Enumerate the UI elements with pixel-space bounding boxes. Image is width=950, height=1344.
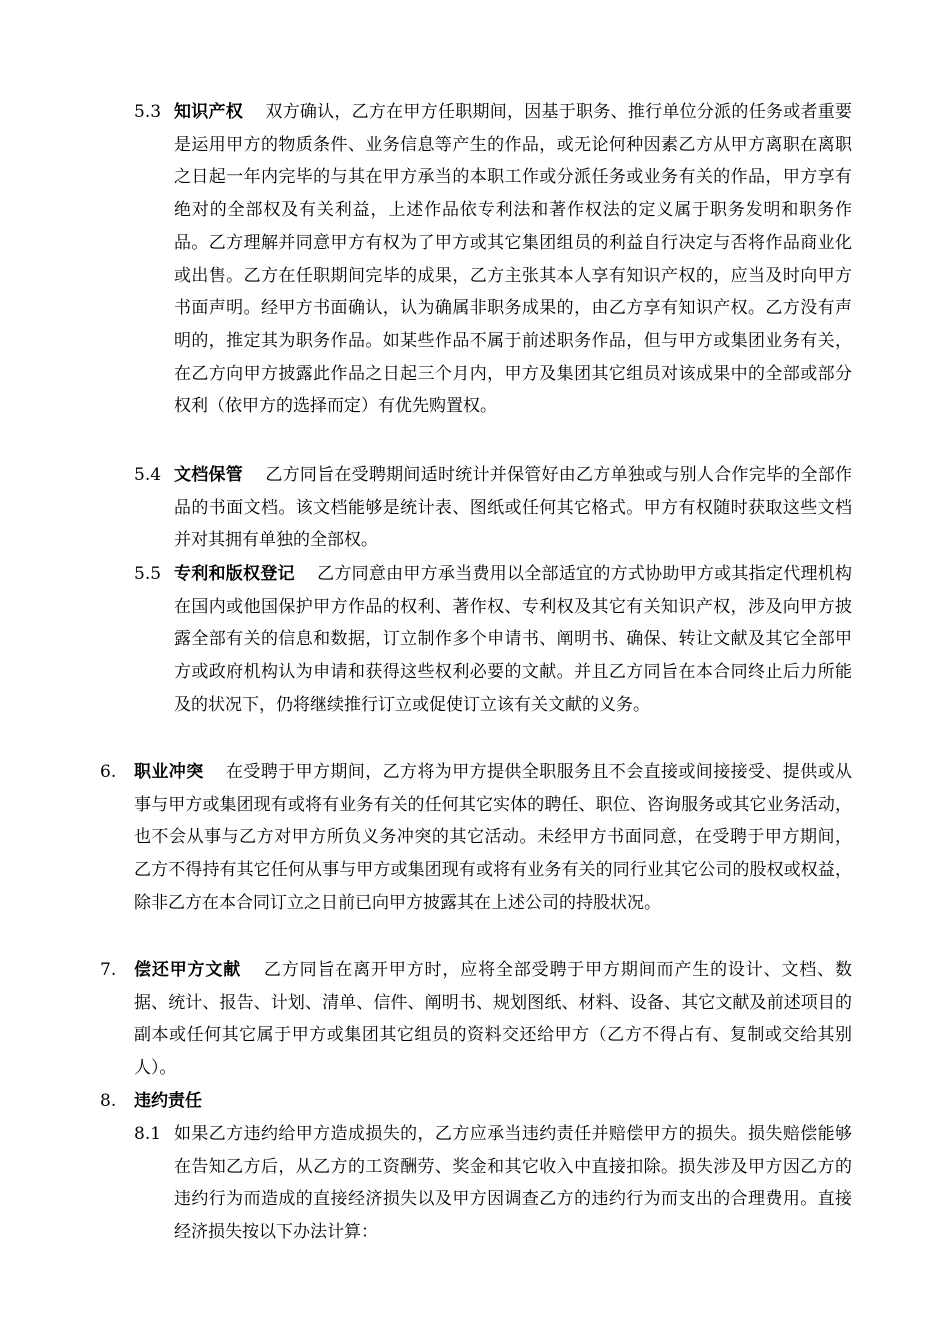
clause-number: 5.3: [134, 102, 162, 122]
clause-text: 在受聘于甲方期间，乙方将为甲方提供全职服务且不会直接或间接接受、提供或从事与甲方或集团现有或将有业务有关的任何其它实体的聘任、职位、咨询服务或其它业务活动，也不会从事与乙方对甲方所负义务冲突的其它活动。未经甲方书面同意，在受聘于甲方期间， 乙方不得持有其它任何从事与甲方或集团现有或将有业务有关的同行业其它公司的股权或权益，除非乙方在本合同订立之日前已向甲方披露其在上述公司的持股状况。: [134, 762, 853, 913]
clause-5-5: [134, 558, 853, 722]
clause-number: 5.4: [134, 465, 162, 485]
clause-6: [100, 756, 853, 920]
clause-body: [174, 558, 852, 722]
clause-8-1: [134, 1118, 852, 1249]
clause-number: 6.: [100, 762, 117, 782]
clause-body: [134, 756, 852, 920]
clause-number: 8.: [100, 1091, 117, 1111]
clause-body: [174, 96, 852, 423]
clause-text: 如果乙方违约给甲方造成损失的，乙方应承当违约责任并赔偿甲方的损失。损失赔偿能够在告知乙方后，从乙方的工资酬劳、奖金和其它收入中直接扣除。损失涉及甲方因乙方的违约行为而造成的直接经济损失以及甲方因调查乙方的违约行为而支出的合理费用。直接经济损失按以下办法计算：: [174, 1124, 852, 1243]
clause-7: [100, 954, 852, 1085]
clause-body: [134, 1085, 852, 1118]
clause-heading: 知识产权: [174, 102, 244, 122]
clause-heading: 职业冲突: [134, 762, 204, 782]
clause-number: 7.: [100, 960, 117, 980]
clause-body: [174, 459, 852, 557]
clause-number: 8.1: [134, 1124, 162, 1144]
clause-5-3: [134, 96, 853, 423]
clause-text: 双方确认，乙方在甲方任职期间，因基于职务、推行单位分派的任务或者重要是运用甲方的物质条件、业务信息等产生的作品，或无论何种因素乙方从甲方离职在离职之日起一年内完毕的与其在甲方承当的本职工作或分派任务或业务有关的作品，甲方享有绝对的全部权及有关利益，上述作品依专利法和著作权法的定义属于职务发明和职务作品。乙方理解并同意甲方有权为了甲方或其它集团组员的利益自行决定与否将作品商业化或出售。乙方在任职期间完毕的成果，乙方主张其本人享有知识产权的，应当及时向甲方书面声明。经甲方书面确认，认为确属非职务成果的，由乙方享有知识产权。乙方没有声明的，推定其为职务作品。如某些作品不属于前述职务作品，但与甲方或集团业务有关，在乙方向甲方披露此作品之日起三个月内，甲方及集团其它组员对该成果中的全部或部分权利（依甲方的选择而定）有优先购置权。: [174, 102, 853, 417]
clause-heading: 偿还甲方文献: [134, 960, 242, 980]
clause-number: 5.5: [134, 564, 162, 584]
clause-body: [134, 954, 852, 1085]
clause-text: 乙方同意由甲方承当费用以全部适宜的方式协助甲方或其指定代理机构在国内或他国保护甲方作品的权利、著作权、专利权及其它有关知识产权，涉及向甲方披露全部有关的信息和数据，订立制作多个申请书、阐明书、确保、转让文献及其它全部甲方或政府机构认为申请和获得这些权利必要的文献。并且乙方同旨在本合同终止后力所能及的状况下，仍将继续推行订立或促使订立该有关文献的义务。: [174, 564, 853, 715]
clause-body: [174, 1118, 852, 1249]
clause-heading: 违约责任: [134, 1091, 202, 1111]
clause-5-4: [134, 459, 853, 557]
clause-8: [100, 1085, 852, 1118]
clause-heading: 专利和版权登记: [174, 564, 295, 584]
clause-heading: 文档保管: [174, 465, 244, 485]
clause-text: 乙方同旨在离开甲方时，应将全部受聘于甲方期间而产生的设计、文档、数据、统计、报告、计划、清单、信件、阐明书、规划图纸、材料、设备、其它文献及前述项目的副本或任何其它属于甲方或集团其它组员的资料交还给甲方（乙方不得占有、复制或交给其别人）。: [134, 960, 852, 1079]
clause-text: 乙方同旨在受聘期间适时统计并保管好由乙方单独或与别人合作完毕的全部作品的书面文档。该文档能够是统计表、图纸或任何其它格式。甲方有权随时获取这些文档并对其拥有单独的全部权。: [174, 465, 853, 551]
